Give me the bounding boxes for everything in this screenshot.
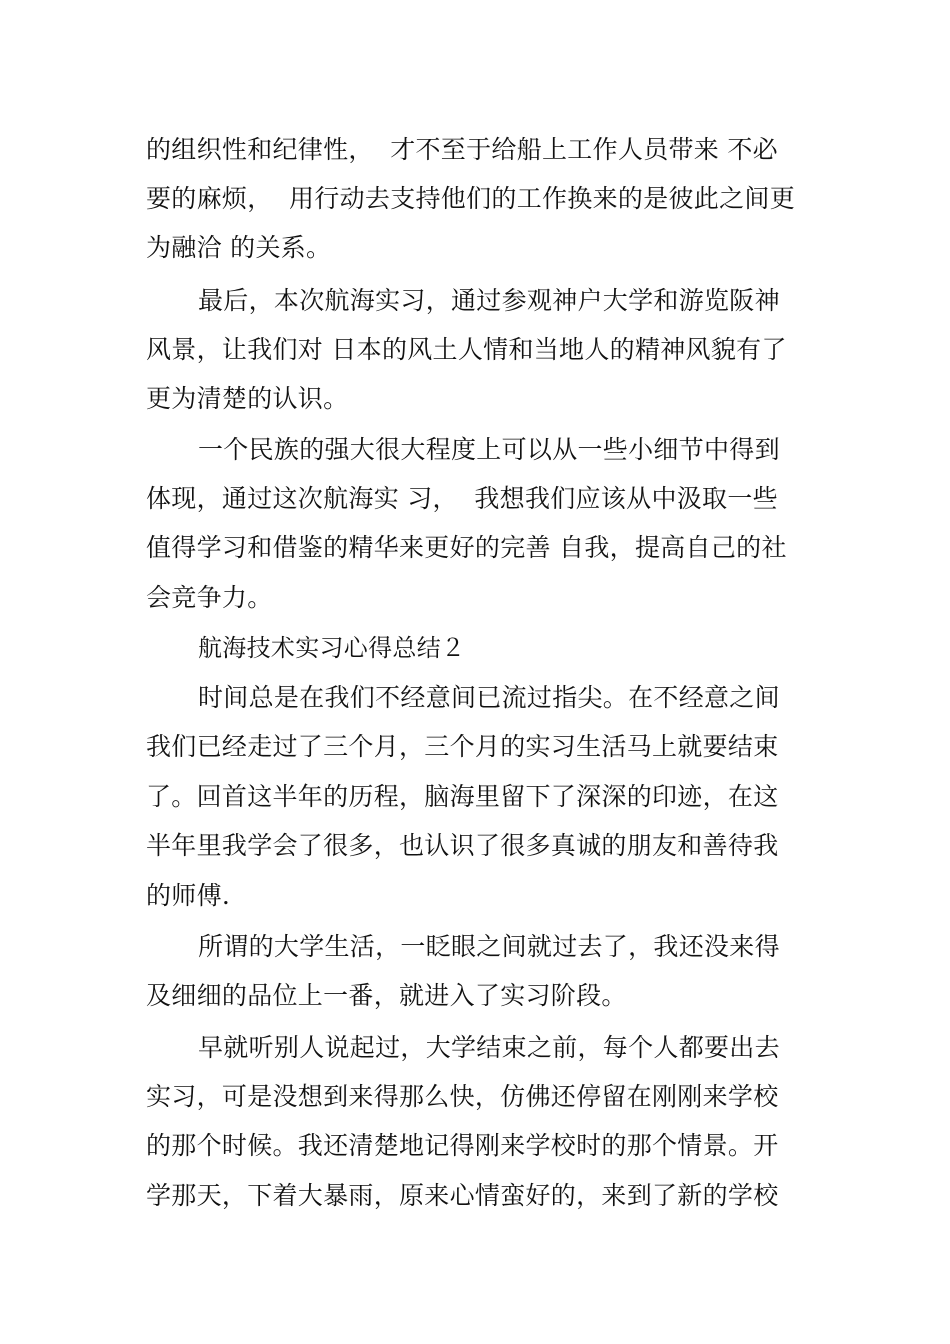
text-line: 了。回首这半年的历程，脑海里留下了深深的印迹，在这 bbox=[146, 782, 779, 811]
text-line: 体现，通过这次航海实 习， 我想我们应该从中汲取一些 bbox=[146, 484, 778, 513]
text-line: 学那天，下着大暴雨，原来心情蛮好的，来到了新的学校 bbox=[146, 1181, 779, 1210]
text-line: 实习，可是没想到来得那么快，仿佛还停留在刚刚来学校 bbox=[146, 1082, 779, 1111]
text-line: 更为清楚的认识。 bbox=[146, 384, 349, 413]
text-line: 值得学习和借鉴的精华来更好的完善 自我，提高自己的社 bbox=[146, 533, 787, 562]
text-line: 为融洽 的关系。 bbox=[146, 233, 332, 262]
text-line: 时间总是在我们不经意间已流过指尖。在不经意之间 bbox=[198, 683, 780, 712]
text-line: 的组织性和纪律性， 才不至于给船上工作人员带来 不必 bbox=[146, 135, 778, 164]
text-line: 风景，让我们对 日本的风土人情和当地人的精神风貌有了 bbox=[146, 335, 787, 364]
text-line: 所谓的大学生活，一眨眼之间就过去了，我还没来得 bbox=[198, 932, 780, 961]
text-line: 及细细的品位上一番，就进入了实习阶段。 bbox=[146, 981, 627, 1010]
text-line: 早就听别人说起过，大学结束之前，每个人都要出去 bbox=[198, 1033, 780, 1062]
text-line: 一个民族的强大很大程度上可以从一些小细节中得到 bbox=[198, 435, 780, 464]
text-line: 最后，本次航海实习，通过参观神户大学和游览阪神 bbox=[198, 286, 780, 315]
text-line: 我们已经走过了三个月，三个月的实习生活马上就要结束 bbox=[146, 732, 779, 761]
text-line: 的师傅. bbox=[146, 881, 231, 910]
text-line: 会竞争力。 bbox=[146, 583, 273, 612]
text-line: 的那个时候。我还清楚地记得刚来学校时的那个情景。开 bbox=[146, 1131, 779, 1160]
text-line: 要的麻烦， 用行动去支持他们的工作换来的是彼此之间更 bbox=[146, 184, 795, 213]
section-heading: 航海技术实习心得总结２ bbox=[198, 634, 466, 662]
text-line: 半年里我学会了很多，也认识了很多真诚的朋友和善待我 bbox=[146, 831, 779, 860]
